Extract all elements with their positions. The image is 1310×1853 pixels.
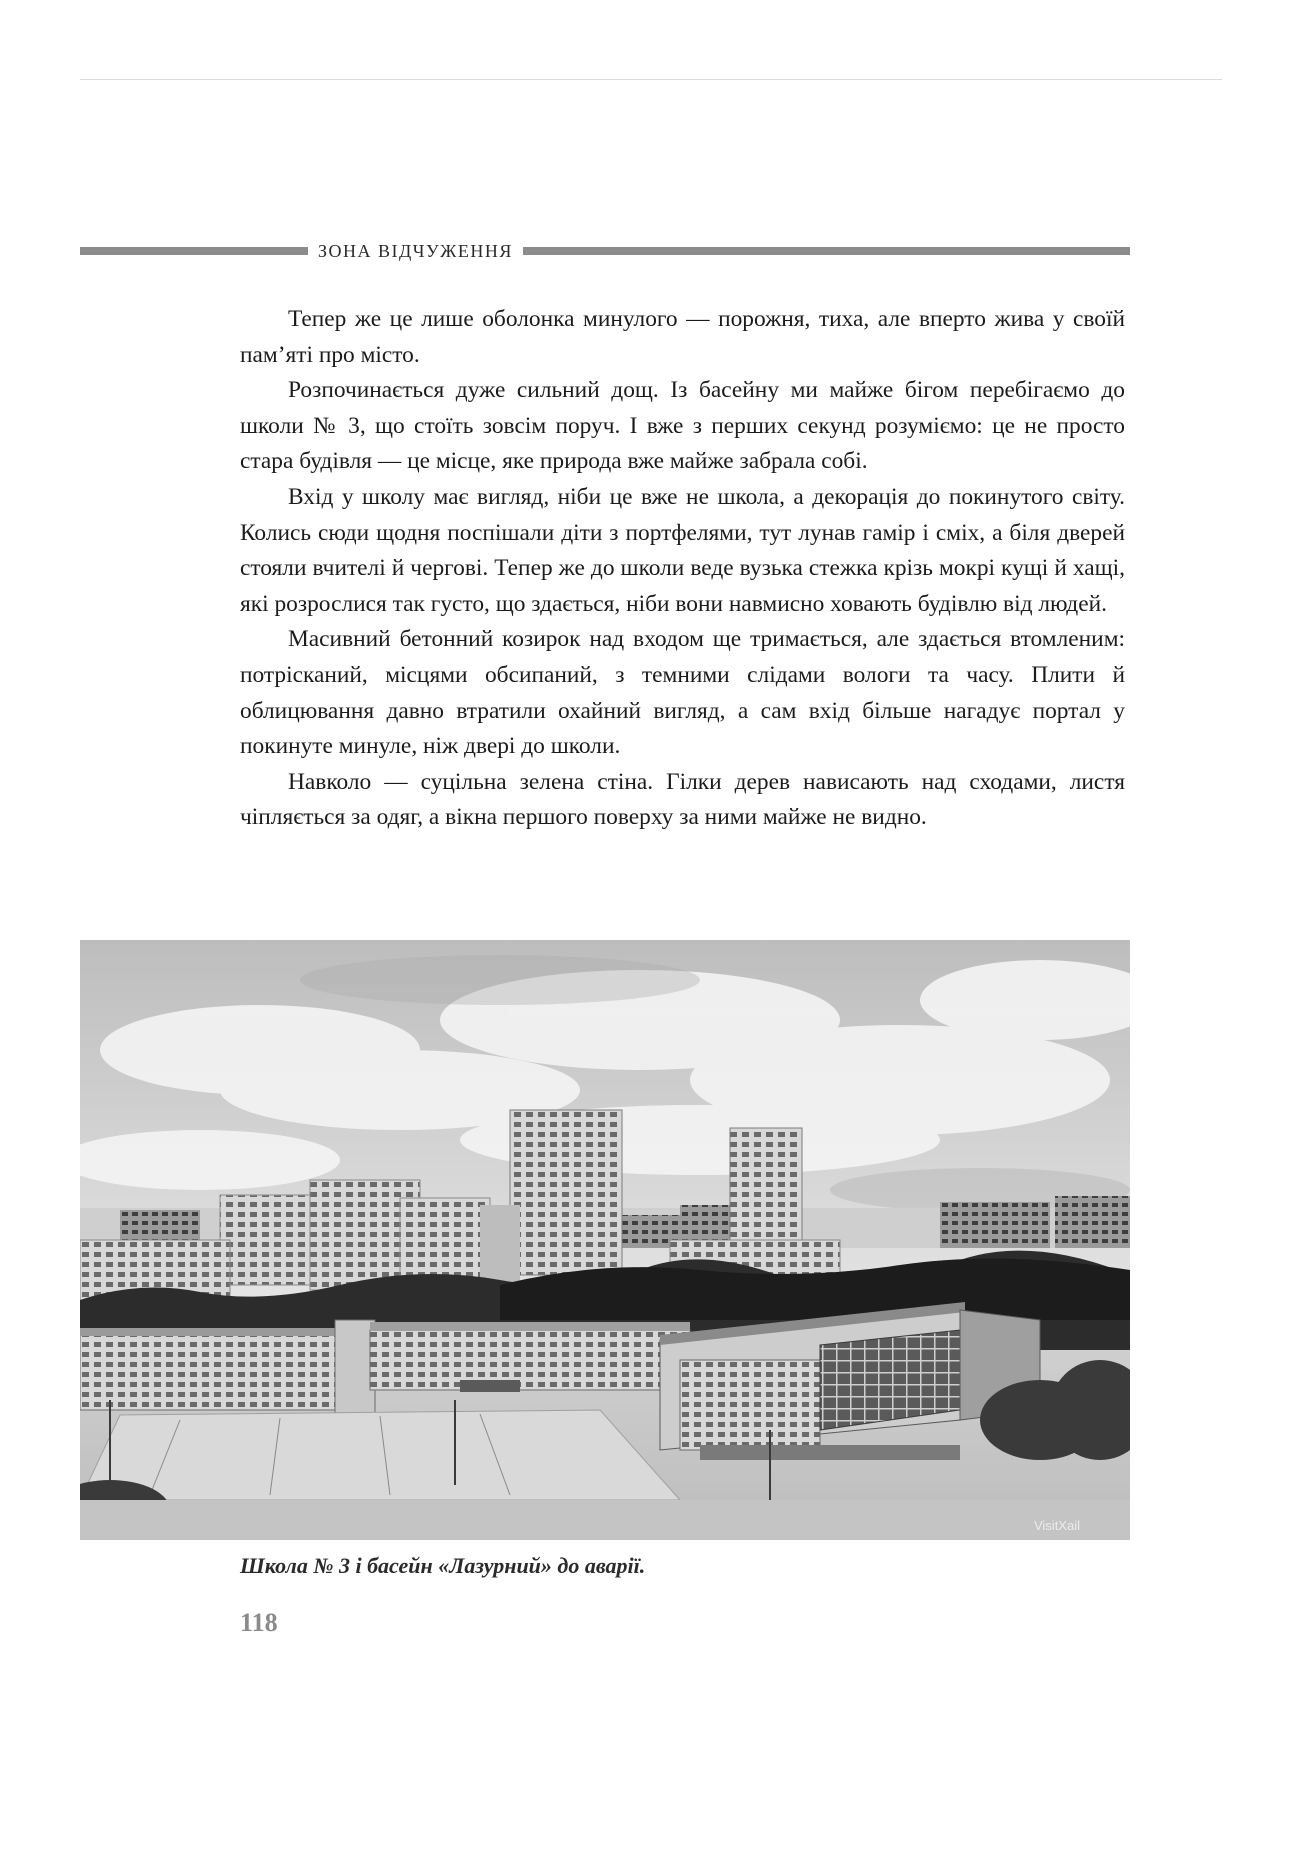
running-head [80,236,1130,266]
running-head-bar-right [523,247,1130,255]
running-head-title: ЗОНА ВІДЧУЖЕННЯ [318,240,513,261]
top-rule [80,79,1222,80]
paragraph-2: Розпочинається дуже сильний дощ. Із басейну ми майже бігом перебігаємо до школи № 3, що стоїть зовсім поруч. І вже з перших секунд розуміємо: це не просто стара будівля — це місце, яке природа вже майже забрала собі. [240,377,1125,475]
paragraph-5: Навколо — суцільна зелена стіна. Гілки дерев нависають над сходами, листя чіпляється за одяг, а вікна першого поверху за ними майже не видно. [240,768,1125,831]
photo-illustration [80,940,1130,1540]
body-text [240,302,1125,836]
page-number: 118 [240,1608,278,1637]
photo-caption: Школа № 3 і басейн «Лазурний» до аварії. [240,1553,646,1578]
paragraph-1: Тепер же це лише оболонка минулого — порожня, тиха, але вперто жива у своїй пам’яті про місто. [240,306,1125,368]
paragraph-3: Вхід у школу має вигляд, ніби це вже не школа, а декорація до покинутого світу. Колись сюди щодня поспішали діти з портфелями, тут лунав гамір і сміх, а біля дверей стояли вчителі й чергові. Тепер же до школи веде вузька стежка крізь мокрі кущі й хащі, які розрослися так густо, що здається, ніби вони навмисно ховають будівлю від людей. [240,483,1125,617]
paragraph-4: Масивний бетонний козирок над входом ще тримається, але здається втомленим: потрісканий, місцями обсипаний, з темними слідами вологи та часу. Плити й облицювання давно втратили охайний вигляд, а сам вхід більше нагадує портал у покинуте минуле, ніж двері до школи. [240,626,1125,760]
photo-watermark: VisitXail [1033,1518,1080,1533]
photo-school-and-pool [80,940,1130,1540]
running-head-bar-left [80,247,308,255]
